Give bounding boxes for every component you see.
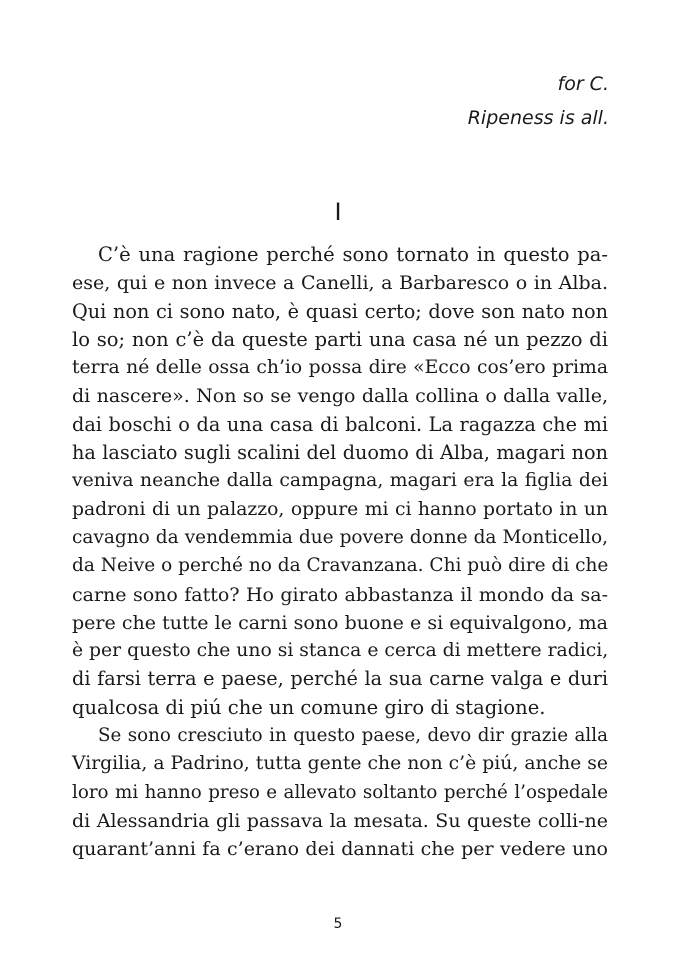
text-line: veniva neanche dalla campagna, magari era la figlia dei [72,470,608,492]
text-line: di Alessandria gli passava la mesata. Su queste colli-ne [72,809,608,832]
text-line: Virgilia, a Padrino, tutta gente che non c’è piú, anche se [72,753,608,775]
text-line: cavagno da vendemmia due povere donne da Monticello, [72,526,608,548]
text-line: pere che tutte le carni sono buone e si equivalgono, ma [72,611,608,634]
text-line: Qui non ci sono nato, è quasi certo; dove son nato non [72,299,608,323]
page-number: 5 [333,916,343,932]
body-text [72,241,608,864]
chapter-number: I [334,198,342,226]
text-line: Se sono cresciuto in questo paese, devo dir grazie alla [98,725,608,747]
text-line: padroni di un palazzo, oppure mi ci hanno portato in un [72,498,608,520]
text-line: qualcosa di piú che un comune giro di stagione. [72,695,546,719]
text-line: da Neive o perché no da Cravanzana. Chi può dire di che [72,555,609,577]
text-line: ese, qui e non invece a Canelli, a Barbaresco o in Alba. [72,272,608,295]
text-line: ha lasciato sugli scalini del duomo di Alba, magari non [72,441,608,465]
text-line: di nascere». Non so se vengo dalla collina o dalla valle, [72,385,608,408]
text-line: lo so; non c’è da queste parti una casa né un pezzo di [72,327,608,351]
paragraph-1 [72,241,608,722]
text-line: è per questo che uno si stanca e cerca di mettere radici, [72,640,609,662]
epigraph-quote: Ripeness is all. [467,107,609,129]
text-line: di farsi terra e paese, perché la sua carne valga e duri [72,667,608,691]
text-line: loro mi hanno preso e allevato soltanto perché l’ospedale [72,781,608,803]
text-line: dai boschi o da una casa di balconi. La ragazza che mi [72,412,608,436]
text-line: C’è una ragione perché sono tornato in questo pa- [98,243,608,266]
text-line: terra né delle ossa ch’io possa dire «Ecco cos’ero prima [72,357,608,379]
paragraph-2 [72,722,608,863]
dedication-line: for C. [557,73,609,95]
text-line: carne sono fatto? Ho girato abbastanza il mondo da sa- [72,583,608,606]
text-line: quarant’anni fa c’erano dei dannati che per vedere uno [72,838,608,861]
epigraph [468,67,609,135]
